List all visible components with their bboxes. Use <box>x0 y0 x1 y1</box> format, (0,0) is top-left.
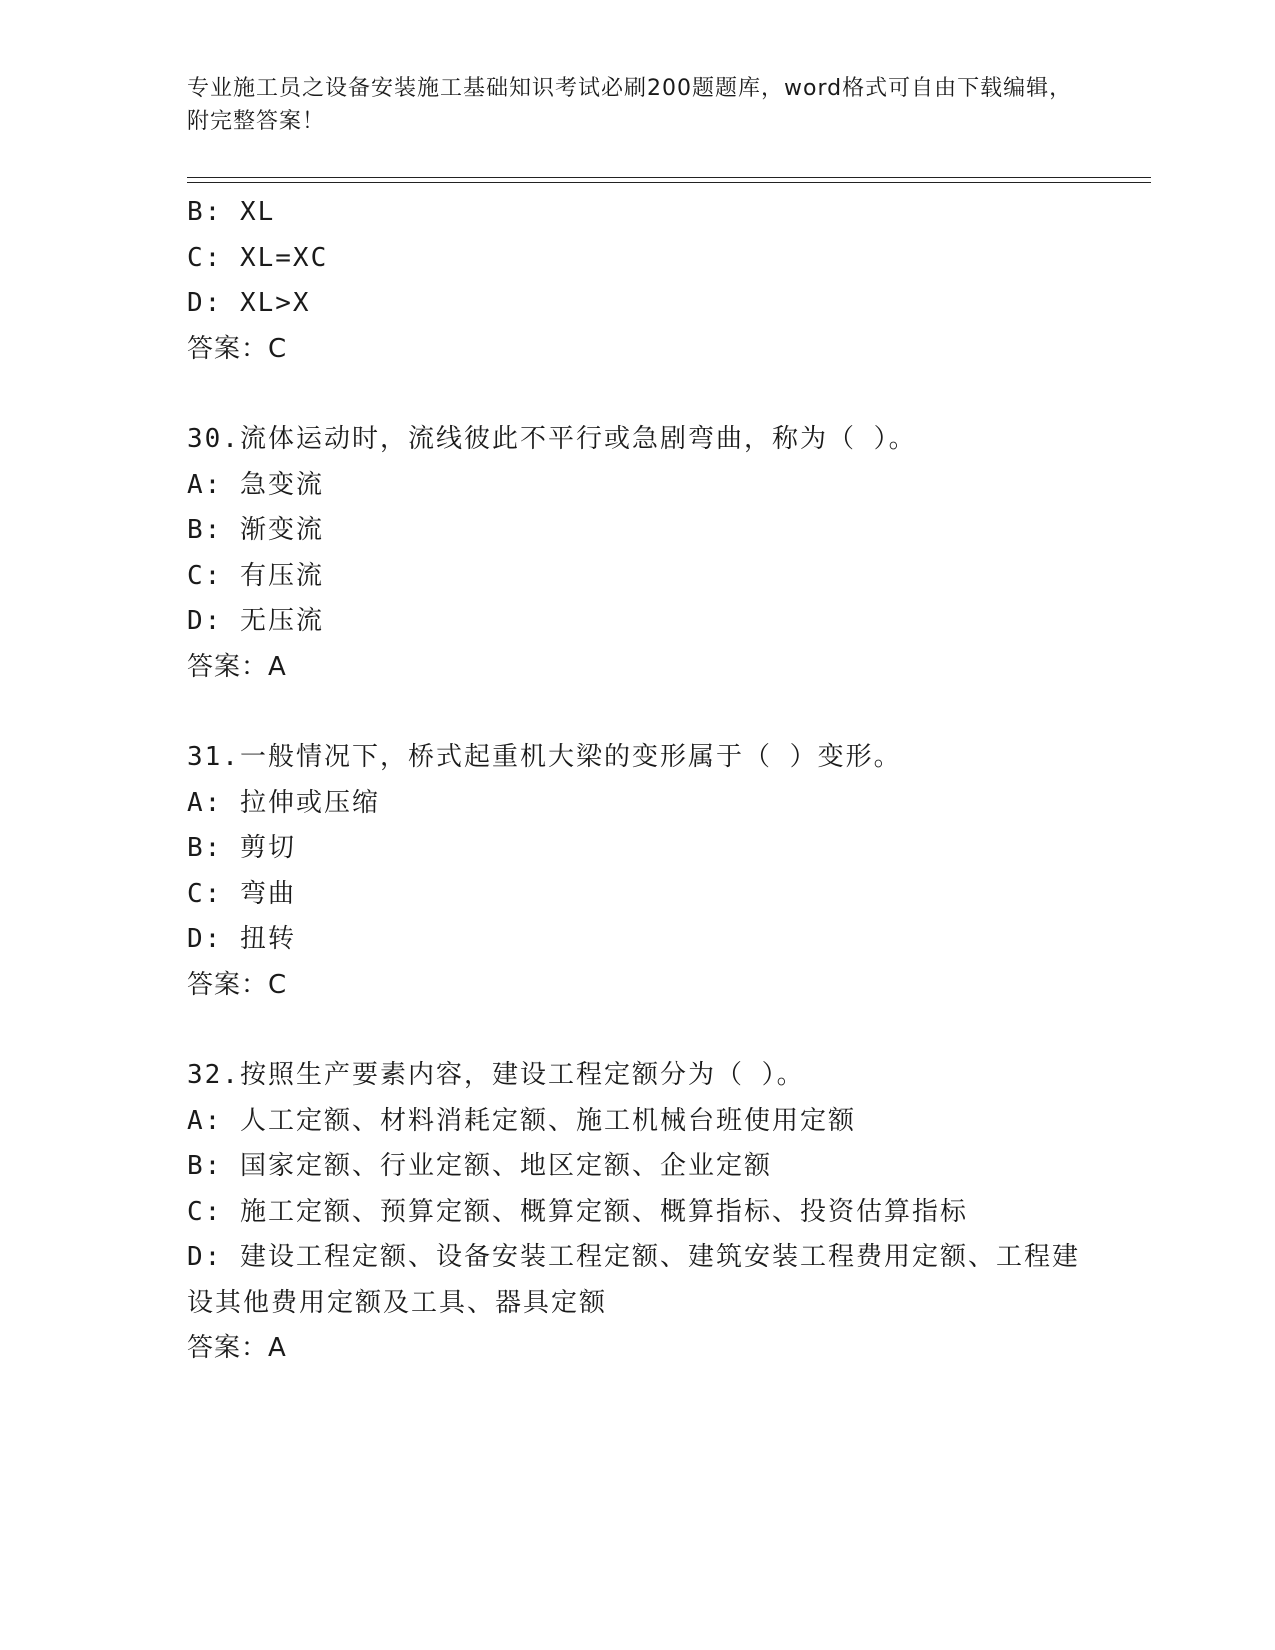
question-list <box>187 190 1087 1372</box>
spacer <box>187 372 1087 417</box>
question-29-tail <box>187 190 1087 372</box>
question-text: 30.流体运动时，流线彼此不平行或急剧弯曲，称为（ ）。 <box>187 424 917 454</box>
option-a: A: 拉伸或压缩 <box>187 787 380 818</box>
question-text: 31.一般情况下，桥式起重机大梁的变形属于（ ）变形。 <box>187 742 902 772</box>
question-30 <box>187 417 1087 690</box>
spacer <box>187 690 1087 735</box>
question-text: 32.按照生产要素内容，建设工程定额分为（ ）。 <box>187 1060 805 1090</box>
option-d: D: XL>X <box>187 288 311 318</box>
option-d: D: 扭转 <box>187 924 296 954</box>
document-header <box>187 72 1087 138</box>
question-32 <box>187 1053 1087 1372</box>
header-rule-top <box>187 177 1151 178</box>
answer: 答案：C <box>187 333 288 364</box>
option-c: C: XL=XC <box>187 242 329 273</box>
header-title: 专业施工员之设备安装施工基础知识考试必刷200题题库，word格式可自由下载编辑，附完整答案！ <box>187 76 1073 134</box>
answer: 答案：A <box>187 651 287 682</box>
option-a: A: 急变流 <box>187 469 324 500</box>
option-d: D: 无压流 <box>187 606 324 636</box>
option-c: C: 弯曲 <box>187 878 296 909</box>
option-b: B: 剪切 <box>187 833 296 863</box>
answer: 答案：A <box>187 1333 287 1363</box>
option-d: D: 建设工程定额、设备安装工程定额、建筑安装工程费用定额、工程建设其他费用定额及工具、器具定额 <box>187 1242 1080 1318</box>
spacer <box>187 1008 1087 1053</box>
option-b: B: XL <box>187 197 276 227</box>
header-rule-bottom <box>187 182 1151 183</box>
option-b: B: 国家定额、行业定额、地区定额、企业定额 <box>187 1151 772 1181</box>
question-31 <box>187 735 1087 1008</box>
option-c: C: 施工定额、预算定额、概算定额、概算指标、投资估算指标 <box>187 1196 968 1227</box>
option-b: B: 渐变流 <box>187 515 324 545</box>
option-a: A: 人工定额、材料消耗定额、施工机械台班使用定额 <box>187 1105 856 1136</box>
answer: 答案：C <box>187 969 288 1000</box>
option-c: C: 有压流 <box>187 560 324 591</box>
